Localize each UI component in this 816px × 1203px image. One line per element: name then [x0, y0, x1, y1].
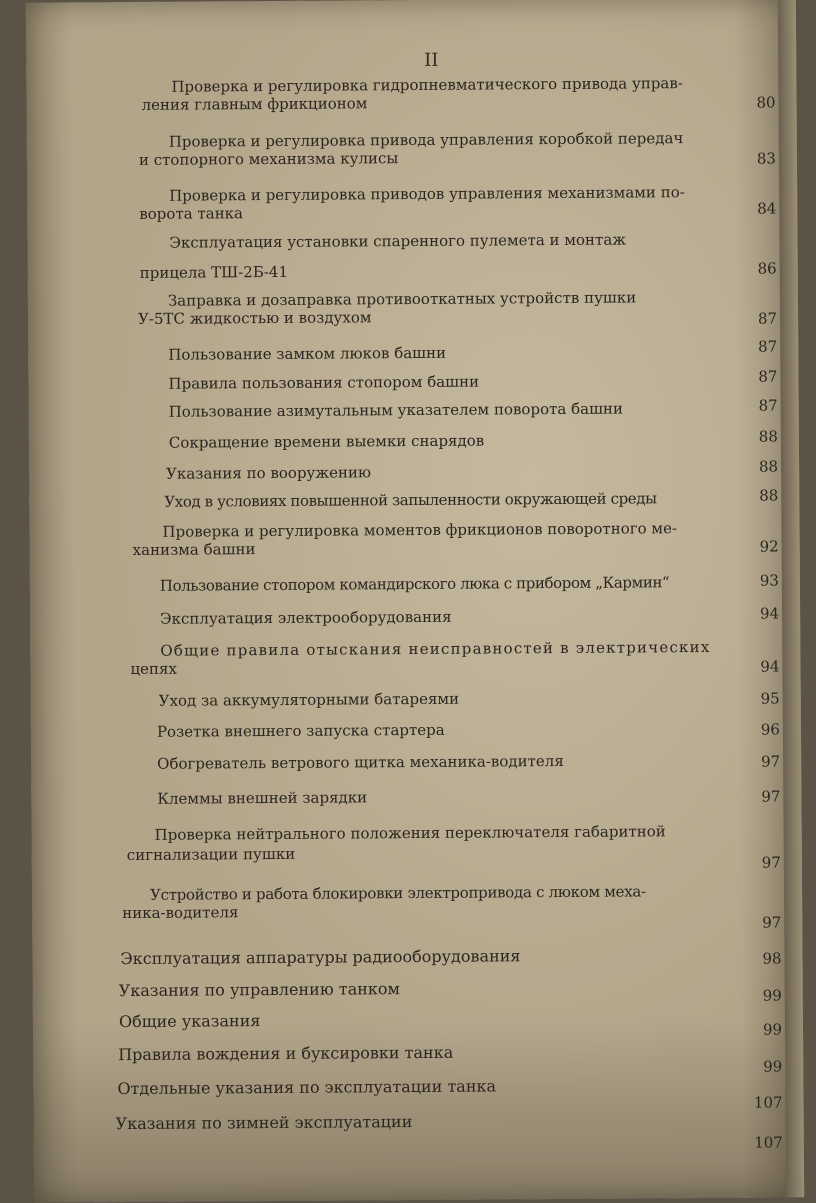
- toc-page-number: 95: [760, 689, 780, 708]
- toc-entry: [116, 1113, 413, 1133]
- toc-page-number: 83: [756, 149, 776, 168]
- toc-entry-line: Розетка внешнего запуска стартера: [156, 720, 445, 741]
- toc-entry: [122, 882, 646, 922]
- toc-entry-line: Указания по зимней эксплуатации: [115, 1112, 413, 1134]
- toc-page-number: 88: [758, 457, 779, 476]
- toc-entry-line: Уход в условиях повышенной запыленности окружающей среды: [164, 489, 657, 511]
- toc-page-number: 107: [753, 1093, 783, 1112]
- toc-page-number: 97: [762, 913, 782, 932]
- toc-page-number: 92: [759, 537, 779, 556]
- toc-page-number: 88: [758, 427, 778, 446]
- toc-entry-line: Пользование азимутальным указателем поворота башни: [168, 399, 624, 421]
- toc-entry-line: ника-водителя: [122, 903, 239, 923]
- toc-entry: [119, 1012, 261, 1031]
- toc-entry: [130, 638, 710, 678]
- toc-entry-line: Проверка и регулировка моментов фрикционов поворотного ме-: [162, 519, 678, 541]
- toc-entry: [169, 432, 484, 452]
- toc-page-number: 80: [756, 93, 776, 112]
- toc-entry-line: Эксплуатация электрооборудования: [160, 607, 452, 628]
- toc-entry-line: Сокращение времени выемки снарядов: [168, 431, 485, 452]
- toc-entry-line: Указания по вооружению: [166, 463, 372, 483]
- toc-entry: [157, 752, 564, 773]
- toc-entry-line: У-5ТС жидкостью и воздухом: [137, 308, 372, 328]
- toc-entry-line: Проверка и регулировка приводов управления механизмами по-: [169, 183, 685, 205]
- toc-entry-line: Обогреватель ветрового щитка механика-водителя: [157, 751, 564, 773]
- toc-entry-line: Правила вождения и буксировки танка: [118, 1042, 454, 1065]
- toc-page-number: 94: [760, 657, 780, 676]
- page-number: II: [424, 49, 439, 71]
- toc-page-number: 99: [763, 1057, 783, 1076]
- book-page: [26, 0, 804, 1203]
- toc-entry-line: Проверка и регулировка привода управления коробкой передач: [168, 129, 684, 151]
- toc-page-number: 97: [761, 787, 781, 806]
- toc-entry-line: Пользование стопором командирского люка с прибором „Кармин“: [159, 573, 670, 595]
- toc-entry-line: Заправка и дозаправка противооткатных устройств пушки: [167, 288, 637, 310]
- toc-entry: [120, 947, 520, 968]
- toc-entry: [169, 400, 623, 421]
- toc-entry: [160, 608, 452, 628]
- toc-page-number: 87: [758, 367, 778, 386]
- toc-entry-line: ханизма башни: [132, 540, 256, 559]
- toc-page-number: 86: [757, 259, 777, 278]
- toc-page-number: 107: [754, 1133, 783, 1152]
- toc-entry-line: Проверка нейтрального положения переключателя габаритной: [154, 822, 666, 844]
- toc-page-number: 97: [761, 853, 781, 872]
- toc-entry-line: Правила пользования стопором башни: [168, 372, 480, 393]
- toc-entry-line: Эксплуатация аппаратуры радиооборудования: [120, 946, 521, 969]
- toc-page-number: 94: [759, 604, 780, 623]
- toc-entry-line: Указания по управлению танком: [118, 979, 401, 1001]
- toc-page-number: 87: [757, 309, 778, 328]
- toc-entry: [139, 129, 684, 169]
- toc-entry-line: ления главным фрикционом: [141, 94, 368, 114]
- toc-page-number: 88: [759, 486, 779, 505]
- toc-entry-line: и стопорного механизма кулисы: [138, 149, 399, 169]
- toc-page-number: 98: [762, 949, 782, 968]
- toc-entry: [157, 721, 445, 741]
- toc-entry: [139, 183, 685, 223]
- toc-entry-line: Отдельные указания по эксплуатации танка: [117, 1076, 497, 1099]
- toc-entry: [139, 231, 626, 282]
- toc-entry: [168, 344, 446, 364]
- toc-page-number: 84: [757, 199, 777, 218]
- toc-entry: [160, 573, 670, 595]
- toc-page-number: 87: [758, 396, 778, 415]
- toc-page-number: 99: [762, 986, 782, 1005]
- toc-entry: [132, 519, 677, 559]
- toc-entry-line: Общие правила отыскания неисправностей в электрических: [160, 637, 711, 660]
- toc-entry: [117, 1077, 496, 1098]
- toc-page-number: 99: [762, 1020, 783, 1039]
- toc-entry: [119, 980, 400, 1000]
- toc-entry-line: Клеммы внешней зарядки: [157, 788, 368, 808]
- toc-entry: [166, 463, 371, 482]
- toc-entry: [164, 489, 656, 510]
- toc-entry-line: Эксплуатация установки спаренного пулемета и монтаж: [169, 230, 627, 252]
- toc-page-number: 97: [760, 752, 781, 771]
- page-edge: [778, 0, 804, 1197]
- toc-entry: [157, 788, 367, 807]
- toc-entry: [127, 822, 666, 864]
- toc-entry: [138, 288, 637, 327]
- toc-entry-line: ворота танка: [139, 204, 244, 223]
- toc-entry-line: Уход за аккумуляторными батареями: [158, 689, 460, 710]
- toc-entry-line: Проверка и регулировка гидропневматического привода управ-: [171, 74, 683, 96]
- toc-entry-line: цепях: [130, 659, 177, 678]
- toc-entry-line: Пользование замком люков башни: [168, 343, 447, 364]
- toc-entry: [141, 74, 683, 114]
- toc-entry-line: Устройство и работа блокировки электропривода с люком меха-: [149, 882, 646, 904]
- toc-entry-line: Общие указания: [118, 1011, 261, 1032]
- toc-page-number: 87: [758, 337, 778, 356]
- toc-page-number: 96: [760, 720, 780, 739]
- toc-entry: [168, 373, 479, 393]
- toc-entry: [159, 690, 459, 710]
- toc-entry-line: сигнализации пушки: [126, 844, 296, 865]
- toc-entry-line: прицела ТШ-2Б-41: [139, 262, 289, 282]
- toc-page-number: 93: [759, 571, 779, 590]
- toc-entry: [118, 1044, 453, 1064]
